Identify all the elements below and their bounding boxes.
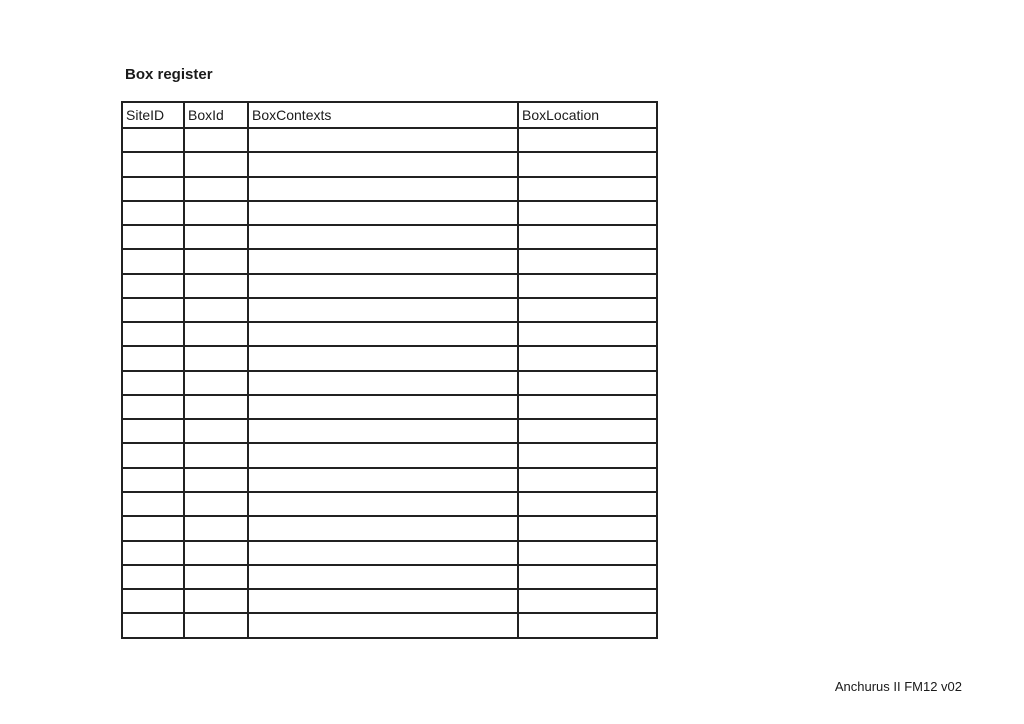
table-row (122, 201, 657, 225)
table-cell-boxid (184, 565, 248, 589)
table-row (122, 298, 657, 322)
table-cell-boxcontexts (248, 516, 518, 540)
table-cell-boxid (184, 274, 248, 298)
table-row (122, 419, 657, 443)
table-cell-boxcontexts (248, 395, 518, 419)
table-cell-boxcontexts (248, 565, 518, 589)
table-cell-siteid (122, 371, 184, 395)
table-cell-boxcontexts (248, 322, 518, 346)
table-cell-siteid (122, 322, 184, 346)
table-cell-boxid (184, 249, 248, 273)
table-cell-boxid (184, 346, 248, 370)
table-cell-boxid (184, 152, 248, 176)
column-header-boxcontexts: BoxContexts (248, 102, 518, 128)
table-cell-boxlocation (518, 613, 657, 637)
table-cell-boxcontexts (248, 201, 518, 225)
table-cell-boxid (184, 419, 248, 443)
table-cell-boxlocation (518, 177, 657, 201)
table-cell-boxcontexts (248, 443, 518, 467)
table-cell-boxcontexts (248, 298, 518, 322)
column-header-boxlocation: BoxLocation (518, 102, 657, 128)
column-header-siteid: SiteID (122, 102, 184, 128)
table-cell-boxcontexts (248, 177, 518, 201)
table-row (122, 395, 657, 419)
table-cell-siteid (122, 128, 184, 152)
table-row (122, 152, 657, 176)
table-row (122, 613, 657, 637)
table-cell-siteid (122, 177, 184, 201)
table-cell-siteid (122, 249, 184, 273)
table-cell-boxlocation (518, 322, 657, 346)
table-cell-siteid (122, 565, 184, 589)
table-cell-boxid (184, 371, 248, 395)
table-cell-boxlocation (518, 589, 657, 613)
table-cell-boxlocation (518, 419, 657, 443)
table-cell-boxlocation (518, 516, 657, 540)
table-cell-boxcontexts (248, 541, 518, 565)
table-cell-boxcontexts (248, 152, 518, 176)
table-cell-siteid (122, 516, 184, 540)
table-cell-boxid (184, 516, 248, 540)
table-cell-siteid (122, 346, 184, 370)
page-title: Box register (125, 66, 213, 83)
table-cell-siteid (122, 468, 184, 492)
table-cell-siteid (122, 589, 184, 613)
table-cell-boxlocation (518, 128, 657, 152)
table-row (122, 541, 657, 565)
table-cell-boxlocation (518, 298, 657, 322)
table-cell-boxlocation (518, 249, 657, 273)
table-row (122, 371, 657, 395)
table-cell-boxcontexts (248, 225, 518, 249)
table-row (122, 177, 657, 201)
table-row (122, 516, 657, 540)
table-cell-boxcontexts (248, 346, 518, 370)
table-cell-boxid (184, 541, 248, 565)
table-cell-boxid (184, 225, 248, 249)
footer-version-label: Anchurus II FM12 v02 (834, 679, 962, 694)
table-cell-boxlocation (518, 225, 657, 249)
table-cell-boxcontexts (248, 492, 518, 516)
table-cell-boxid (184, 443, 248, 467)
table-row (122, 274, 657, 298)
table-cell-boxlocation (518, 443, 657, 467)
table-cell-boxcontexts (248, 274, 518, 298)
table-cell-boxlocation (518, 274, 657, 298)
table-cell-boxlocation (518, 541, 657, 565)
table-cell-boxcontexts (248, 468, 518, 492)
table-cell-boxlocation (518, 492, 657, 516)
table-cell-siteid (122, 152, 184, 176)
table-cell-boxid (184, 201, 248, 225)
table-row (122, 468, 657, 492)
column-header-boxid: BoxId (184, 102, 248, 128)
table-cell-boxlocation (518, 201, 657, 225)
table-cell-siteid (122, 419, 184, 443)
table-row (122, 249, 657, 273)
table-cell-boxcontexts (248, 613, 518, 637)
table-cell-boxlocation (518, 395, 657, 419)
table-cell-boxcontexts (248, 128, 518, 152)
table-cell-siteid (122, 274, 184, 298)
table-cell-boxcontexts (248, 589, 518, 613)
table-cell-siteid (122, 298, 184, 322)
table-cell-boxid (184, 128, 248, 152)
table-cell-boxcontexts (248, 249, 518, 273)
table-cell-boxid (184, 322, 248, 346)
table-header-row (122, 102, 657, 128)
table-cell-boxlocation (518, 565, 657, 589)
table-cell-boxid (184, 468, 248, 492)
table-row (122, 225, 657, 249)
table-row (122, 128, 657, 152)
table-cell-boxlocation (518, 371, 657, 395)
table-cell-boxid (184, 177, 248, 201)
table-row (122, 565, 657, 589)
table-cell-boxid (184, 298, 248, 322)
table-cell-boxid (184, 492, 248, 516)
table-row (122, 443, 657, 467)
table-cell-siteid (122, 443, 184, 467)
box-register-table (121, 101, 658, 639)
table-cell-siteid (122, 613, 184, 637)
table-row (122, 589, 657, 613)
table-cell-siteid (122, 492, 184, 516)
table-cell-siteid (122, 201, 184, 225)
table-cell-boxcontexts (248, 371, 518, 395)
table-cell-boxlocation (518, 468, 657, 492)
table-cell-siteid (122, 225, 184, 249)
table-cell-boxid (184, 589, 248, 613)
table-cell-boxid (184, 395, 248, 419)
table-row (122, 346, 657, 370)
table-row (122, 492, 657, 516)
table-row (122, 322, 657, 346)
table-cell-boxlocation (518, 152, 657, 176)
table-cell-boxlocation (518, 346, 657, 370)
table-cell-siteid (122, 541, 184, 565)
table-cell-boxid (184, 613, 248, 637)
table-cell-boxcontexts (248, 419, 518, 443)
table-cell-siteid (122, 395, 184, 419)
